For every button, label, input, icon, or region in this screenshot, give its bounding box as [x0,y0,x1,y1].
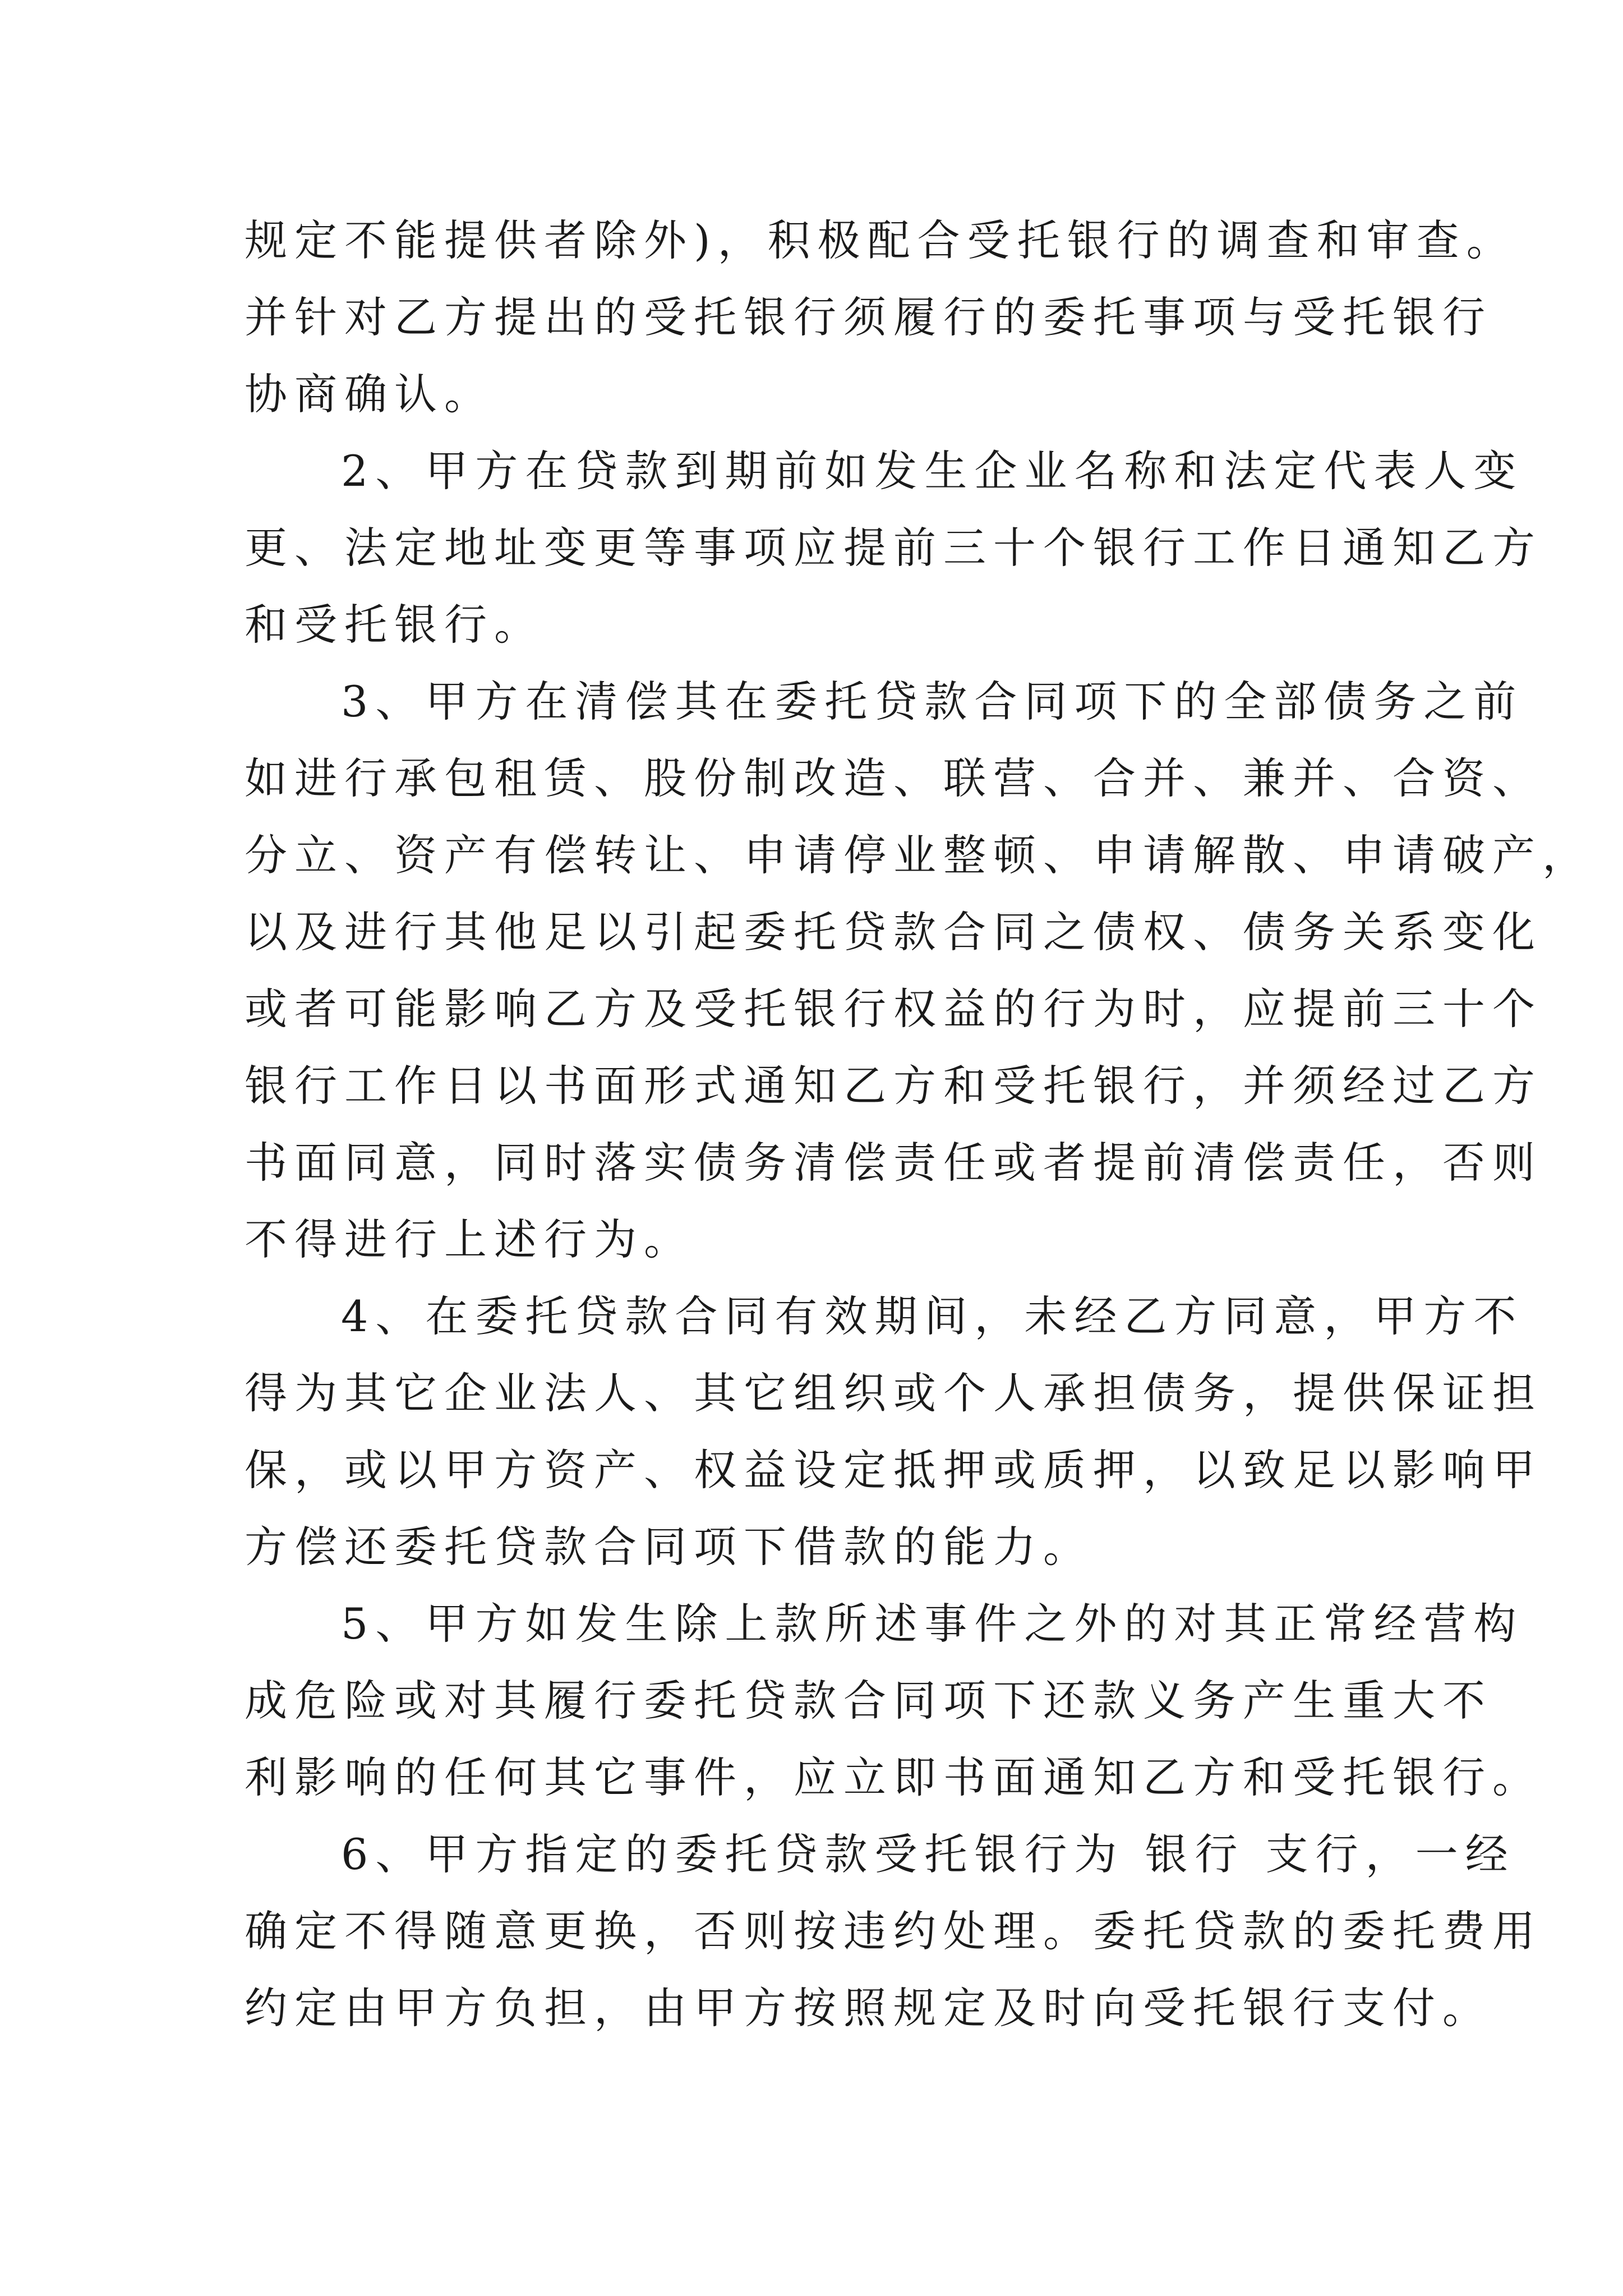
paragraph-clause-3 [245,663,1592,1278]
paragraph-clause-5 [245,1585,1542,1816]
text-line: 成危险或对其履行委托贷款合同项下还款义务产生重大不 [245,1676,1492,1726]
text-line: 方偿还委托贷款合同项下借款的能力。 [245,1522,1093,1572]
text-line: 和受托银行。 [245,600,544,650]
text-line: 2、甲方在贷款到期前如发生企业名称和法定代表人变 [341,446,1524,496]
text-line: 4、在委托贷款合同有效期间，未经乙方同意，甲方不 [341,1291,1524,1341]
paragraph-continuation [245,202,1516,432]
text-line: 更、法定地址变更等事项应提前三十个银行工作日通知乙方 [245,523,1542,573]
text-line: 得为其它企业法人、其它组织或个人承担债务，提供保证担 [245,1368,1542,1418]
text-line: 不得进行上述行为。 [245,1214,694,1264]
text-line: 银行工作日以书面形式通知乙方和受托银行，并须经过乙方 [245,1061,1542,1111]
paragraph-clause-2 [245,432,1542,663]
text-line: 以及进行其他足以引起委托贷款合同之债权、债务关系变化 [245,907,1542,957]
text-line: 利影响的任何其它事件，应立即书面通知乙方和受托银行。 [245,1752,1542,1802]
text-line: 书面同意，同时落实债务清偿责任或者提前清偿责任，否则 [245,1138,1542,1188]
paragraph-clause-4 [245,1278,1542,1585]
text-line: 约定由甲方负担，由甲方按照规定及时向受托银行支付。 [245,1983,1492,2033]
text-line: 确定不得随意更换，否则按违约处理。委托贷款的委托费用 [245,1906,1542,1956]
text-line: 5、甲方如发生除上款所述事件之外的对其正常经营构 [341,1599,1524,1649]
text-line: 6、甲方指定的委托贷款受托银行为 银行 支行，一经 [341,1829,1515,1879]
text-line: 或者可能影响乙方及受托银行权益的行为时，应提前三十个 [245,984,1542,1034]
document-body [245,202,1592,2046]
text-line: 如进行承包租赁、股份制改造、联营、合并、兼并、合资、 [245,753,1542,803]
text-line: 协商确认。 [245,369,494,419]
paragraph-clause-6 [245,1816,1542,2046]
text-line: 分立、资产有偿转让、申请停业整顿、申请解散、申请破产， [245,830,1592,880]
text-line: 保，或以甲方资产、权益设定抵押或质押，以致足以影响甲 [245,1445,1542,1495]
text-line: 规定不能提供者除外)，积极配合受托银行的调查和审查。 [245,215,1516,265]
text-line: 3、甲方在清偿其在委托贷款合同项下的全部债务之前 [341,677,1524,726]
text-line: 并针对乙方提出的受托银行须履行的委托事项与受托银行 [245,292,1492,342]
